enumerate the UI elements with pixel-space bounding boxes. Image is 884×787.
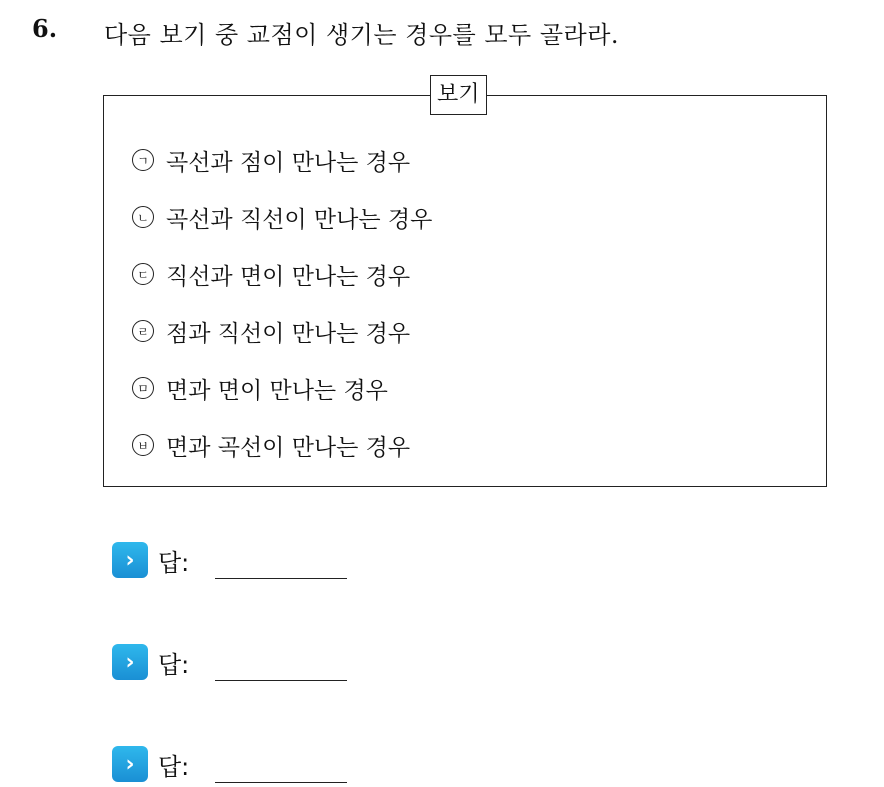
answer-row	[112, 642, 189, 682]
chevron-right-icon: ›	[112, 746, 148, 782]
choice-item	[132, 314, 410, 348]
choice-mark: ㄷ	[132, 263, 154, 285]
choice-text: 곡선과 점이 만나는 경우	[166, 149, 411, 176]
answer-field[interactable]	[215, 680, 347, 681]
choice-item	[132, 428, 410, 462]
choice-item	[132, 143, 410, 177]
choice-item	[132, 200, 432, 234]
choice-text: 면과 면이 만나는 경우	[166, 377, 388, 404]
chevron-right-icon: ›	[112, 644, 148, 680]
answer-label: 답:	[158, 752, 190, 781]
answer-row	[112, 744, 189, 784]
choice-text: 곡선과 직선이 만나는 경우	[166, 206, 433, 233]
question-text: 다음 보기 중 교점이 생기는 경우를 모두 골라라.	[104, 21, 620, 49]
answer-row	[112, 540, 189, 580]
choice-mark: ㄹ	[132, 320, 154, 342]
choice-mark: ㅂ	[132, 434, 154, 456]
choices-box-title: 보기	[430, 75, 487, 115]
choice-mark: ㅁ	[132, 377, 154, 399]
choice-text: 면과 곡선이 만나는 경우	[166, 434, 411, 461]
question-number: 6.	[32, 14, 58, 43]
answer-field[interactable]	[215, 578, 347, 579]
choice-text: 점과 직선이 만나는 경우	[166, 320, 411, 347]
choice-item	[132, 371, 388, 405]
choice-item	[132, 257, 410, 291]
answer-field[interactable]	[215, 782, 347, 783]
choice-mark: ㄱ	[132, 149, 154, 171]
answer-label: 답:	[158, 650, 190, 679]
choice-text: 직선과 면이 만나는 경우	[166, 263, 411, 290]
chevron-right-icon: ›	[112, 542, 148, 578]
choice-mark: ㄴ	[132, 206, 154, 228]
answer-label: 답:	[158, 548, 190, 577]
